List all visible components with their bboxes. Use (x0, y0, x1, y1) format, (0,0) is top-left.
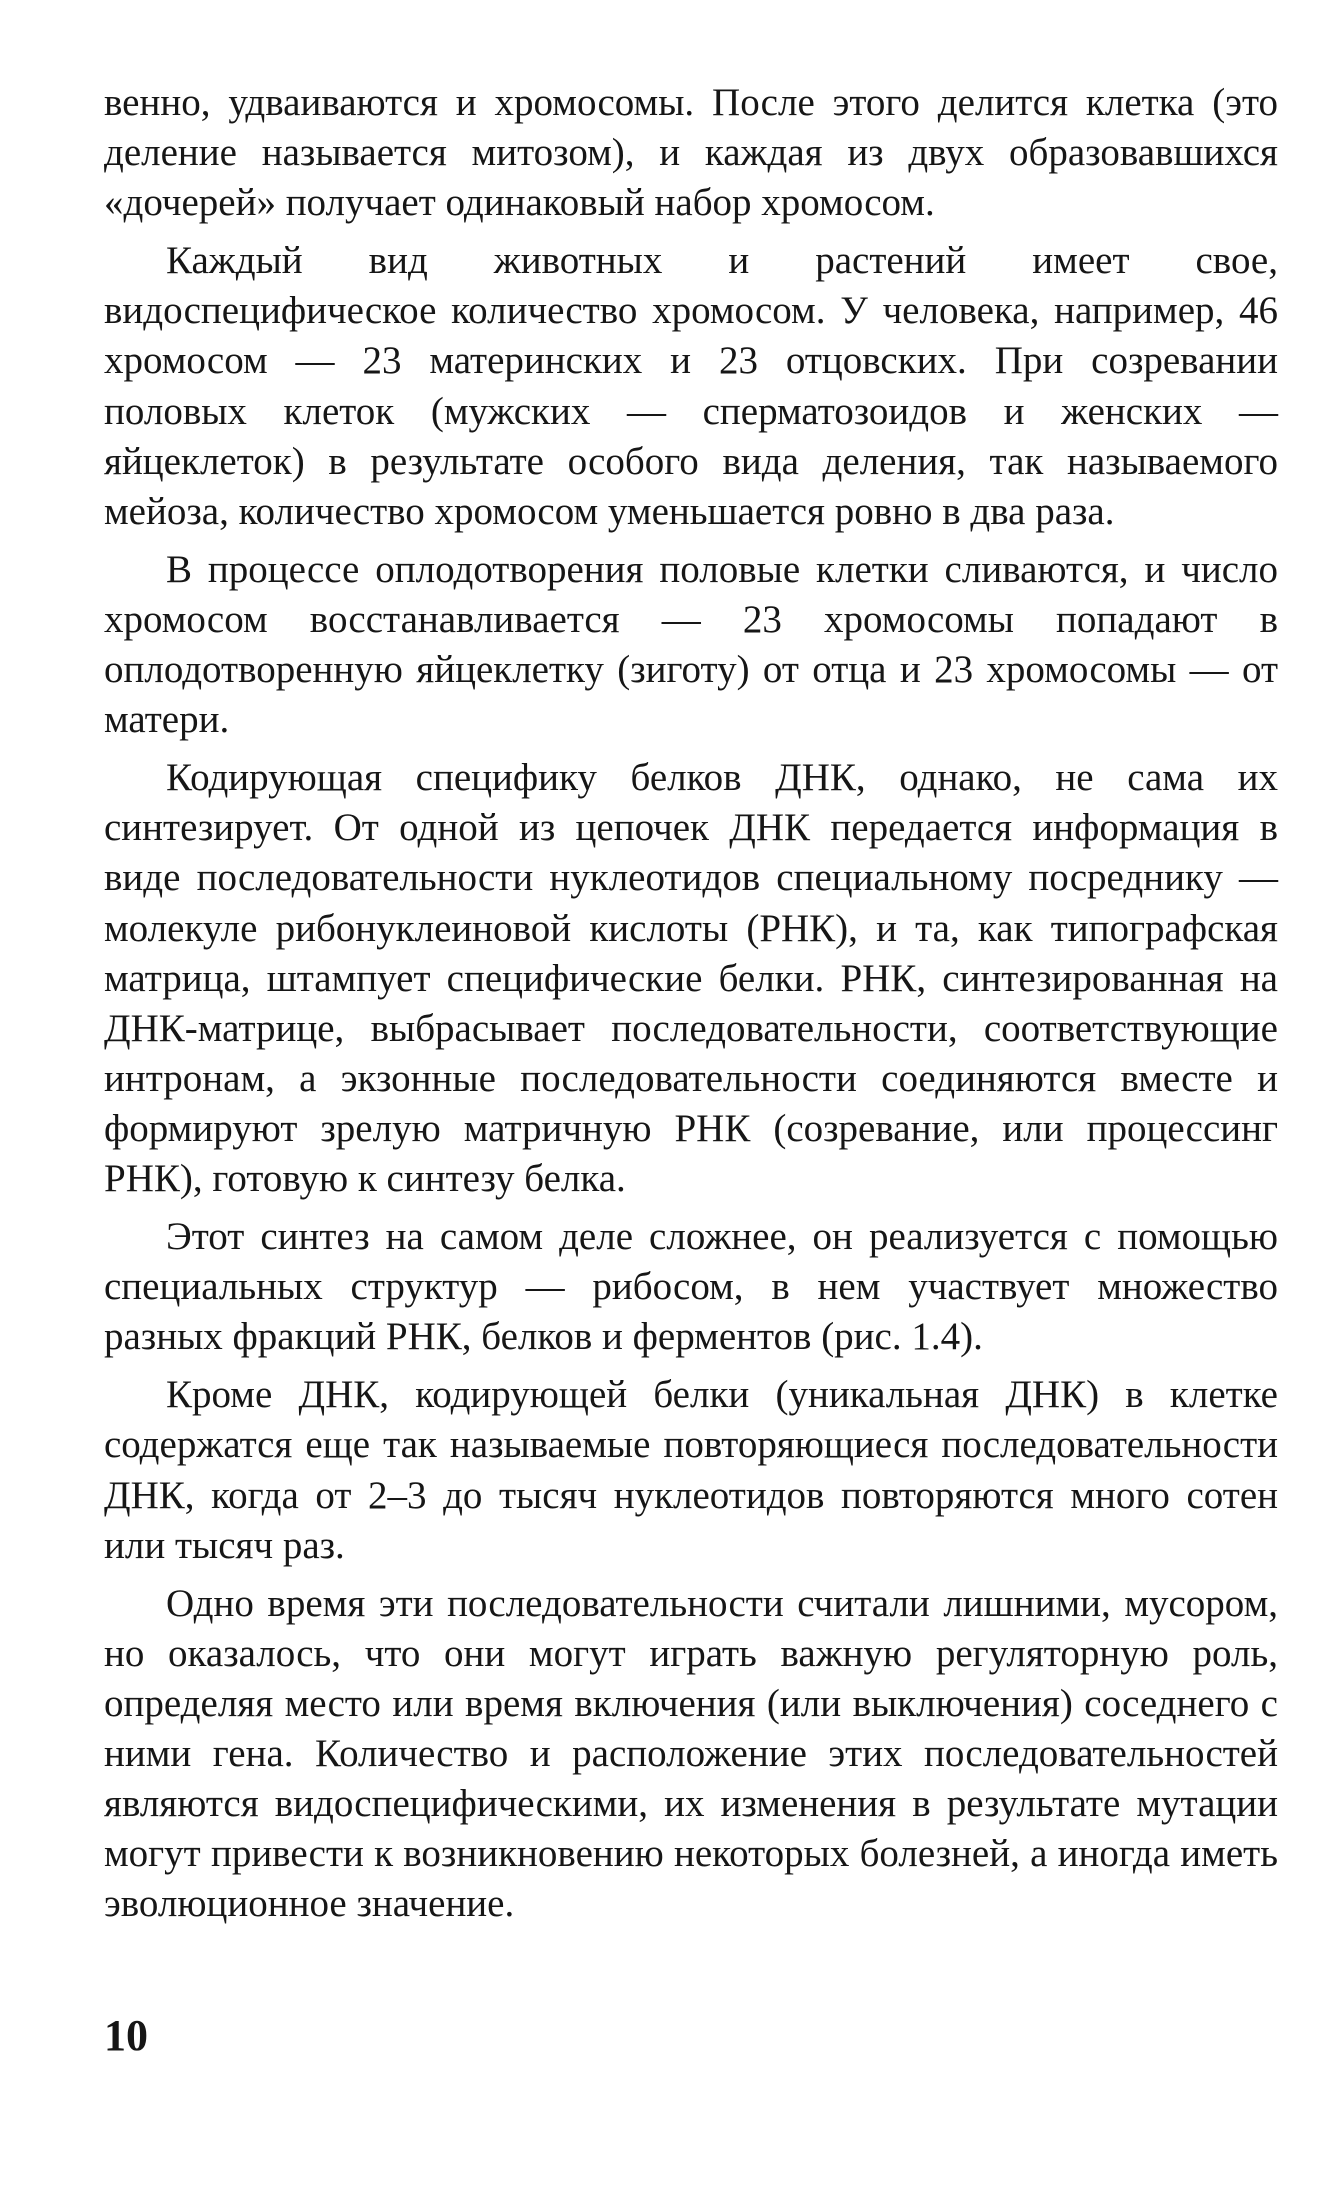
paragraph-3: В процессе оплодотворения половые клетки сливаются, и число хромосом восстанавливается — 23 хромосомы попадают в оплодотворенную яйцеклетку (зиготу) от отца и 23 хромосомы — от матери. (104, 547, 1278, 742)
paragraph-2: Каждый вид животных и растений имеет свое, видоспецифическое количество хромосом. У человека, например, 46 хромосом — 23 материнских и 23 отцовских. При созревании половых клеток (мужских — сперматозоидов и женских — яйцеклеток) в результате особого вида деления, так называемого мейоза, количество хромосом уменьшается ровно в два раза. (104, 239, 1278, 533)
paragraph-7: Одно время эти последовательности считали лишними, мусором, но оказалось, что они могут играть важную регуляторную роль, определяя место или время включения (или выключения) соседнего с ними гена. Количество и расположение этих последовательностей являются видоспецифическими, их изменения в результате мутации могут привести к возникновению некоторых болезней, а иногда иметь эволюционное значение. (104, 1581, 1278, 1926)
paragraph-5: Этот синтез на самом деле сложнее, он реализуется с помощью специальных структур — рибосом, в нем участвует множество разных фракций РНК, белков и ферментов (рис. 1.4). (104, 1215, 1278, 1359)
paragraph-1: венно, удваиваются и хромосомы. После этого делится клетка (это деление называется митозом), и каждая из двух образовавшихся «дочерей» получает одинаковый набор хромосом. (104, 81, 1278, 225)
paragraph-6: Кроме ДНК, кодирующей белки (уникальная ДНК) в клетке содержатся еще так называемые повторяющиеся последовательности ДНК, когда от 2–3 до тысяч нуклеотидов повторяются много сотен или тысяч раз. (104, 1373, 1278, 1567)
body-text (104, 78, 1278, 1937)
paragraph-4: Кодирующая специфику белков ДНК, однако, не сама их синтезирует. От одной из цепочек ДНК передается информация в виде последовательности нуклеотидов специальному посреднику — молекуле рибонуклеиновой кислоты (РНК), и та, как типографская матрица, штампует специфические белки. РНК, синтезированная на ДНК-матрице, выбрасывает последовательности, соответствующие интронам, а экзонные последовательности соединяются вместе и формируют зрелую матричную РНК (созревание, или процессинг РНК), готовую к синтезу белка. (104, 756, 1278, 1200)
page-number: 10 (104, 2011, 148, 2060)
